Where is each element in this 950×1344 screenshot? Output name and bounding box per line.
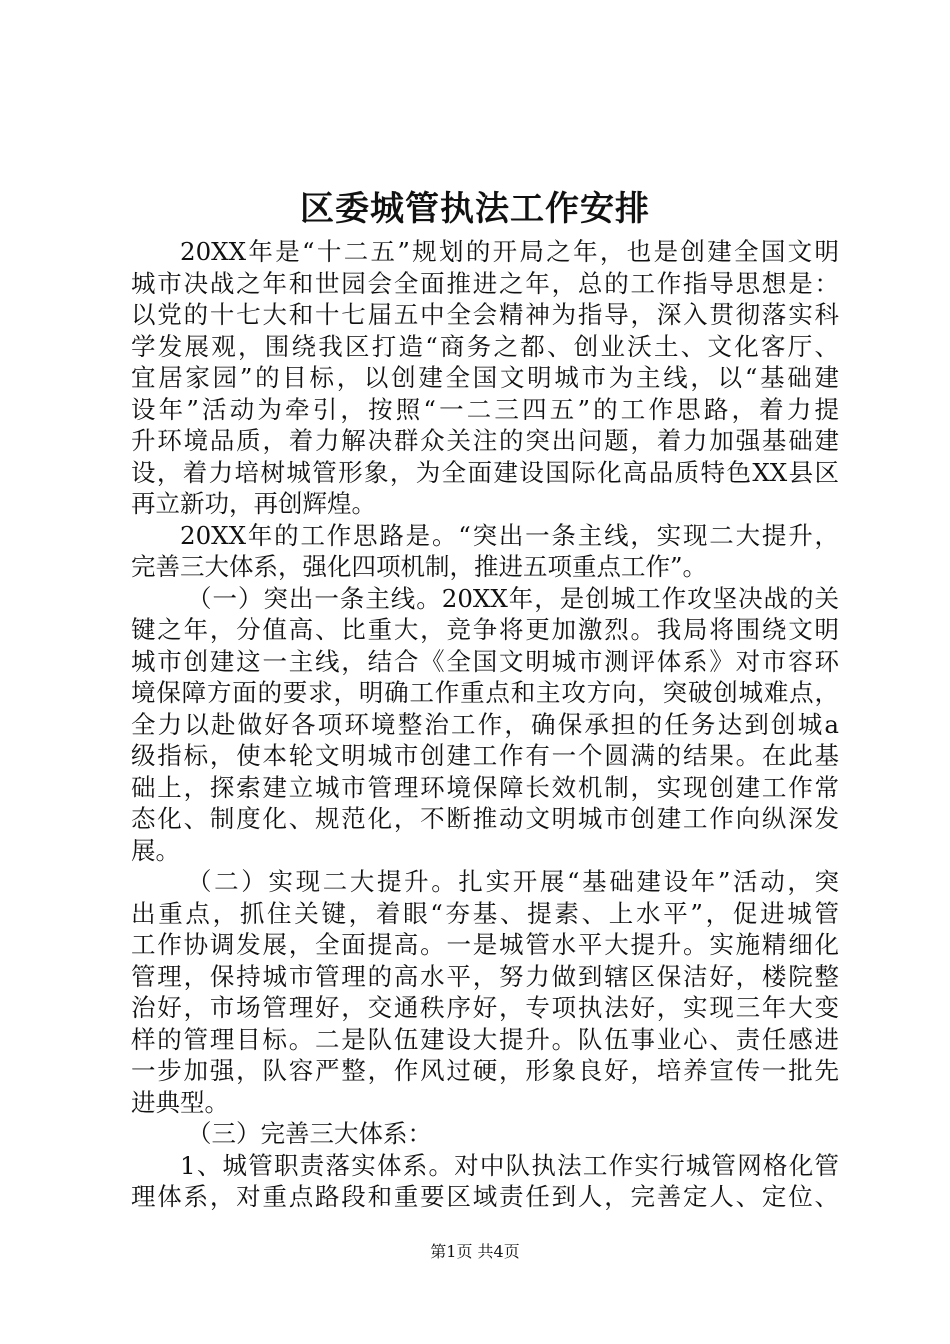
- text-line: 再立新功，再创辉煌。: [131, 489, 376, 518]
- text-line: 键之年，分值高、比重大，竞争将更加激烈。我局将围绕文明: [131, 615, 839, 644]
- text-line: 出重点，抓住关键，着眼“夯基、提素、上水平”，促进城管: [131, 898, 839, 928]
- text-line: 城市创建这一主线，结合《全国文明城市测评体系》对市容环: [131, 646, 839, 676]
- text-line: 学发展观，围绕我区打造“商务之都、创业沃土、文化客厅、: [131, 331, 839, 361]
- text-line: 全力以赴做好各项环境整治工作，确保承担的任务达到创城a: [131, 709, 839, 739]
- text-line: 理体系，对重点路段和重要区域责任到人，完善定人、定位、: [131, 1182, 839, 1211]
- text-line: 设年”活动为牵引，按照“一二三四五”的工作思路，着力提: [131, 394, 839, 424]
- text-line: 一步加强，队容严整，作风过硬，形象良好，培养宣传一批先: [131, 1056, 839, 1085]
- text-line: 展。: [131, 835, 180, 865]
- text-line: 态化、制度化、规范化，不断推动文明城市创建工作向纵深发: [131, 804, 839, 833]
- text-line: 础上，探索建立城市管理环境保障长效机制，实现创建工作常: [131, 772, 839, 802]
- text-line: 样的管理目标。二是队伍建设大提升。队伍事业心、责任感进: [131, 1024, 839, 1054]
- text-line: （三）完善三大体系：: [187, 1119, 432, 1148]
- document-title: 区委城管执法工作安排: [300, 189, 650, 229]
- text-line: 进典型。: [131, 1087, 229, 1117]
- text-line: （二）实现二大提升。扎实开展“基础建设年”活动，突: [187, 867, 839, 896]
- text-line: 工作协调发展，全面提高。一是城管水平大提升。实施精细化: [131, 930, 839, 959]
- document-body: [131, 236, 839, 1213]
- text-line: （一）突出一条主线。20XX年，是创城工作攻坚决战的关: [187, 583, 839, 613]
- text-line: 宜居家园”的目标，以创建全国文明城市为主线，以“基础建: [131, 363, 839, 392]
- text-line: 完善三大体系，强化四项机制，推进五项重点工作”。: [131, 552, 708, 581]
- text-line: 1、城管职责落实体系。对中队执法工作实行城管网格化管: [180, 1150, 839, 1180]
- text-line: 20XX年的工作思路是。“突出一条主线，实现二大提升，: [180, 520, 839, 550]
- text-line: 境保障方面的要求，明确工作重点和主攻方向，突破创城难点，: [131, 678, 839, 707]
- text-line: 级指标，使本轮文明城市创建工作有一个圆满的结果。在此基: [131, 741, 839, 770]
- page-number-footer: 第1页 共4页: [430, 1242, 520, 1261]
- text-line: 以党的十七大和十七届五中全会精神为指导，深入贯彻落实科: [131, 300, 839, 329]
- text-line: 20XX年是“十二五”规划的开局之年，也是创建全国文明: [180, 237, 839, 266]
- text-line: 升环境品质，着力解决群众关注的突出问题，着力加强基础建: [131, 426, 839, 455]
- text-line: 治好，市场管理好，交通秩序好，专项执法好，实现三年大变: [131, 993, 839, 1022]
- text-line: 城市决战之年和世园会全面推进之年，总的工作指导思想是：: [131, 268, 839, 298]
- text-line: 管理，保持城市管理的高水平，努力做到辖区保洁好，楼院整: [131, 961, 839, 991]
- text-line: 设，着力培树城管形象，为全面建设国际化高品质特色XX县区: [131, 457, 839, 487]
